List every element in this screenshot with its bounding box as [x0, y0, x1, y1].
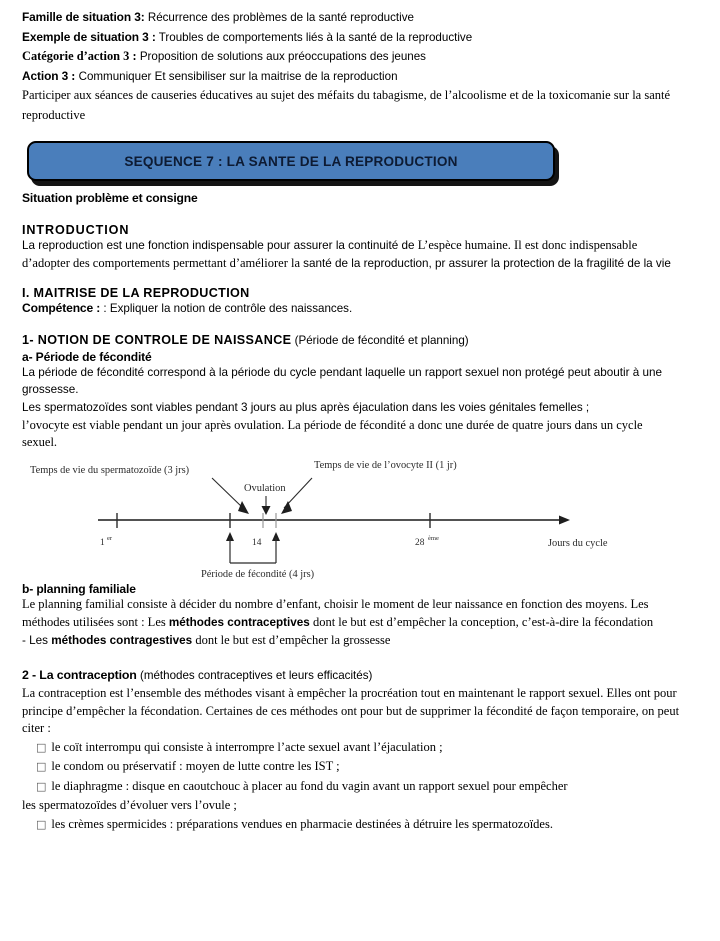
- planning-p2-c: dont le but est d’empêcher la grossesse: [192, 632, 391, 647]
- tick-label-28-sup: ème: [428, 535, 439, 543]
- planning-p1-a: Le planning familial consiste à décider du nombre d’enfant, choisir le moment de leur naissance en fonction des moyens. Les méthodes utilisées sont : Les: [22, 597, 649, 629]
- intro-part-1: La reproduction est une fonction indispensable pour assurer la continuité de: [22, 239, 418, 252]
- intro-part-3: santé de la reproduction, pr assurer la protection de la fragilité de la vie: [303, 256, 671, 270]
- planning-paragraph-1: [22, 596, 706, 631]
- header-line-categorie: [22, 47, 706, 67]
- axis-arrow-head: [559, 516, 570, 525]
- exemple-text: Troubles de comportements liés à la santé de la reproductive: [155, 30, 473, 44]
- intro-part-2: L’espèce humaine. Il est donc indispensable d’adopter des comportements permettant d’améliorer la: [22, 238, 638, 270]
- label-ovulation: Ovulation: [244, 483, 286, 495]
- contraception-heading-note: (méthodes contraceptives et leurs efficacités): [136, 669, 373, 683]
- exemple-separator: :: [148, 29, 156, 44]
- competence-text: : Expliquer la notion de contrôle des naissances.: [100, 302, 353, 316]
- arrow-spermatozoide: [238, 501, 249, 514]
- sequence-banner: [27, 141, 555, 181]
- contraception-paragraph: La contraception est l’ensemble des méthodes visant à empêcher la procréation tout en maintenant le rapport sexuel. Elles ont pour principe d’empêcher la fécondation. Certaines de ces méthodes ont pour but de supprimer la fécondité de façon temporaire, on peut citer :: [22, 685, 680, 736]
- action-separator: :: [68, 68, 76, 83]
- list-item-text: le condom ou préservatif : moyen de lutte contre les IST ;: [51, 759, 340, 774]
- notion-heading: 1- NOTION DE CONTROLE DE NAISSANCE: [22, 333, 292, 347]
- planning-paragraph-2: [22, 632, 706, 650]
- notion-para-a1-text: La période de fécondité correspond à la période du cycle pendant laquelle un rapport sexuel non protégé peut aboutir à une grossesse.: [22, 365, 663, 397]
- sequence-banner-wrap: [22, 141, 706, 189]
- label-periode-fecondite: Période de fécondité (4 jrs): [201, 569, 315, 581]
- checkbox-icon: □: [36, 760, 47, 774]
- notion-heading-note: (Période de fécondité et planning): [291, 334, 469, 347]
- action-text: Communiquer Et sensibiliser sur la maitrise de la reproduction: [75, 69, 398, 83]
- notion-para-a2: [22, 399, 706, 417]
- famille-text: Récurrence des problèmes de la santé reproductive: [144, 11, 414, 24]
- situation-heading: Situation problème et consigne: [22, 191, 198, 205]
- notion-para-a3: [22, 417, 706, 452]
- planning-p1-c: dont le but est d’empêcher la conception, c’est-à-dire la fécondation: [309, 614, 654, 629]
- notion-sub-a: a- Période de fécondité: [22, 349, 152, 364]
- tick-label-28: 28: [415, 538, 425, 549]
- timeline-svg: [16, 458, 706, 580]
- notion-heading-line: [22, 332, 706, 350]
- contraception-heading-line: [22, 667, 706, 685]
- axis-label-days: Jours du cycle: [548, 538, 608, 550]
- list-item-text: le diaphragme : disque en caoutchouc à placer au fond du vagin avant un rapport sexuel pour empêcher: [51, 778, 568, 793]
- tick-label-1-sup: er: [107, 535, 113, 543]
- checkbox-icon: □: [36, 817, 47, 831]
- planning-p1-bold: méthodes contraceptives: [168, 615, 310, 629]
- list-item: [22, 777, 706, 796]
- notion-para-a1: [22, 364, 706, 399]
- competence-label: Compétence :: [22, 301, 101, 316]
- header-line-action: [22, 67, 706, 87]
- sequence-banner-title: SEQUENCE 7 : LA SANTE DE LA REPRODUCTION: [124, 153, 458, 169]
- checkbox-icon: □: [36, 740, 47, 754]
- introduction-heading: INTRODUCTION: [22, 223, 130, 237]
- arrow-ovocyte: [281, 501, 292, 514]
- categorie-text: Proposition de solutions aux préoccupations des jeunes: [136, 50, 426, 63]
- categorie-label: Catégorie d’action 3: [22, 49, 130, 63]
- header-line-famille: [22, 8, 706, 28]
- list-item: [22, 738, 706, 757]
- leader-spermatozoide: [212, 478, 243, 508]
- label-ovocyte-life: Temps de vie de l’ovocyte II (1 jr): [314, 460, 457, 472]
- exemple-label: Exemple de situation 3: [22, 29, 149, 44]
- list-item-text: le coït interrompu qui consiste à interrompre l’acte sexuel avant l’éjaculation ;: [51, 739, 443, 754]
- famille-label: Famille de situation 3: [22, 10, 141, 24]
- notion-para-a2-text: Les spermatozoïdes sont viables pendant 3 jours au plus après éjaculation dans les voies génitales femelles ;: [22, 401, 590, 414]
- checkbox-icon: □: [36, 779, 47, 793]
- list-item: [22, 757, 706, 776]
- contraception-heading: 2 - La contraception: [22, 668, 137, 683]
- tick-label-14: 14: [252, 538, 262, 549]
- header-line-exemple: [22, 28, 706, 48]
- action-label: Action 3: [22, 68, 69, 83]
- header-block: [22, 8, 706, 125]
- planning-sub-b: b- planning familiale: [22, 582, 136, 597]
- list-item-text: les crèmes spermicides : préparations vendues en pharmacie destinées à détruire les spermatozoïdes.: [51, 816, 553, 831]
- section-1-heading: I. MAITRISE DE LA REPRODUCTION: [22, 286, 250, 301]
- notion-para-a3-text: l’ovocyte est viable pendant un jour après ovulation. La période de fécondité a donc une durée de quatre jours dans un cycle sexuel.: [22, 417, 643, 450]
- label-spermatozoide-life: Temps de vie du spermatozoïde (3 jrs): [30, 465, 190, 477]
- famille-separator: :: [140, 10, 145, 24]
- planning-p2-bold: méthodes contragestives: [51, 633, 193, 647]
- header-paragraph: Participer aux séances de causeries éducatives au sujet des méfaits du tabagisme, de l’alcoolisme et de la toxicomanie sur la santé reproductive: [22, 88, 671, 122]
- categorie-separator: :: [129, 49, 137, 63]
- tick-label-1: 1: [100, 538, 105, 549]
- list-item: [22, 815, 706, 834]
- competence-line: [22, 300, 706, 318]
- planning-p2-a: - Les: [22, 633, 52, 647]
- list-item-continuation: les spermatozoïdes d’évoluer vers l’ovule ;: [22, 798, 237, 813]
- fertility-timeline-diagram: [16, 458, 706, 580]
- introduction-paragraph: [22, 237, 706, 272]
